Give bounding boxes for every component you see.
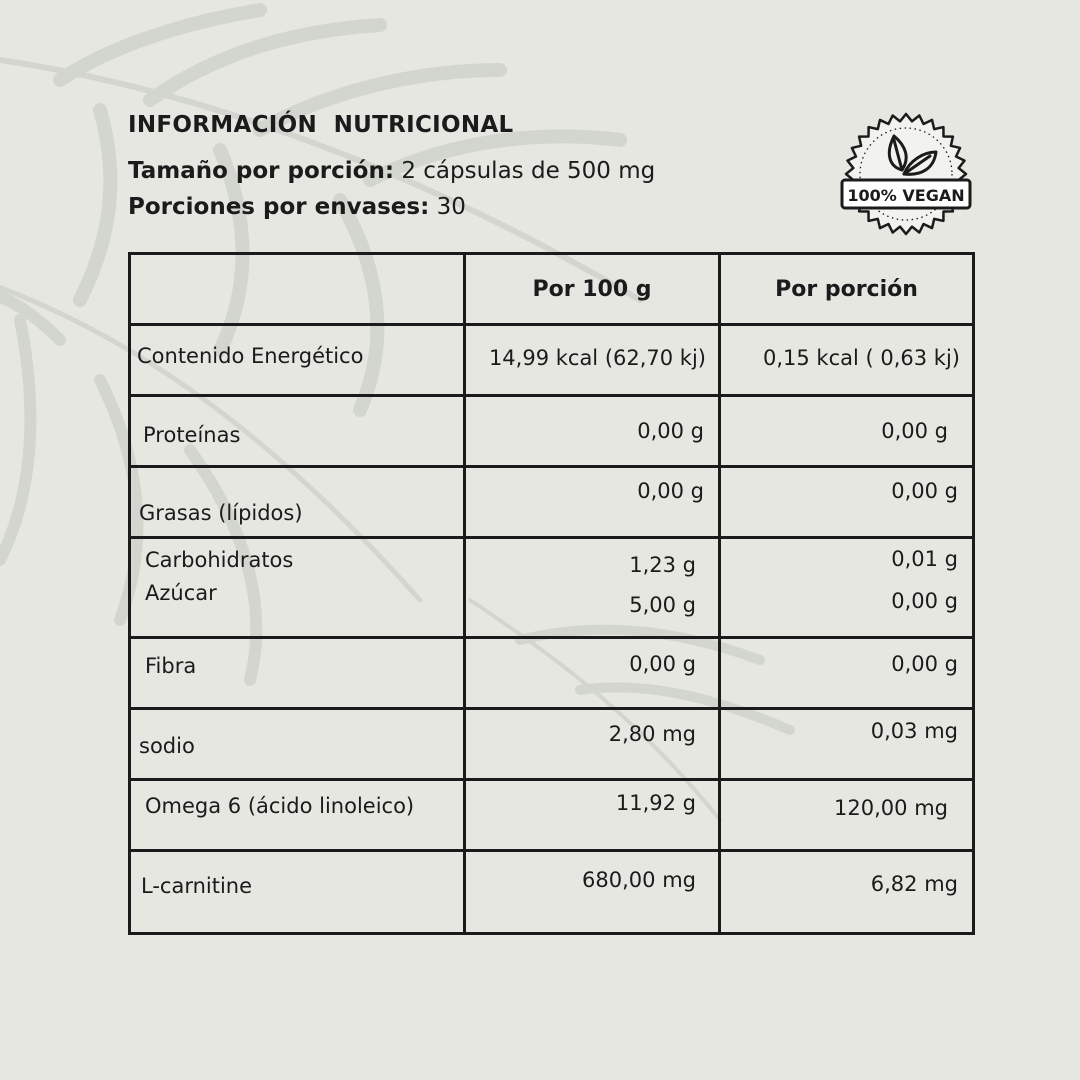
value-per-100g: 2,80 mg (608, 722, 696, 746)
vegan-badge (838, 112, 974, 236)
table-header-row (130, 254, 974, 325)
nutrient-name: Carbohidratos (145, 548, 294, 572)
page-title: INFORMACIÓN NUTRICIONAL (128, 112, 514, 138)
value-per-serving: 6,82 mg (870, 872, 958, 896)
nutrient-subname: Azúcar (145, 581, 217, 605)
servings-label: Porciones por envases: (128, 194, 430, 220)
nutrient-name: sodio (139, 734, 195, 758)
badge-text: 100% VEGAN (847, 186, 965, 205)
nutrition-table (128, 252, 975, 935)
table-row (130, 780, 974, 851)
value-per-serving: 0,00 g (891, 479, 958, 503)
value-per-serving: 0,00 g (881, 419, 948, 443)
table-row (130, 709, 974, 780)
value-per-100g: 14,99 kcal (62,70 kj) (488, 346, 706, 370)
value-per-100g: 0,00 g (637, 419, 704, 443)
nutrient-name: Grasas (lípidos) (139, 501, 303, 525)
servings-value: 30 (429, 194, 466, 220)
table-row (130, 467, 974, 538)
value-per-100g: 0,00 g (637, 479, 704, 503)
table-row (130, 851, 974, 934)
serving-size-value: 2 cápsulas de 500 mg (394, 158, 656, 184)
nutrient-name: L-carnitine (141, 874, 253, 898)
table-row (130, 396, 974, 467)
nutrient-name: Contenido Energético (137, 344, 364, 368)
value-per-serving: 0,15 kcal ( 0,63 kj) (762, 346, 960, 370)
table-row (130, 538, 974, 638)
serving-size-label: Tamaño por porción: (128, 158, 395, 184)
value-per-100g: 0,00 g (629, 652, 696, 676)
header-blank-cell (130, 254, 465, 325)
nutrient-name: Omega 6 (ácido linoleico) (145, 794, 415, 818)
value-per-100g-2: 5,00 g (629, 593, 696, 617)
value-per-serving: 120,00 mg (834, 796, 948, 820)
value-per-serving-2: 0,00 g (891, 589, 958, 613)
nutrient-name: Fibra (145, 654, 197, 678)
value-per-serving: 0,01 g (891, 547, 958, 571)
serving-size-line (128, 158, 655, 184)
value-per-serving: 0,00 g (891, 652, 958, 676)
header-per-serving: Por porción (720, 254, 974, 325)
table-row (130, 638, 974, 709)
value-per-100g: 11,92 g (615, 791, 696, 815)
value-per-serving: 0,03 mg (870, 719, 958, 743)
value-per-100g: 1,23 g (629, 553, 696, 577)
nutrient-name: Proteínas (143, 423, 241, 447)
value-per-100g: 680,00 mg (582, 868, 696, 892)
header-per-100g: Por 100 g (465, 254, 720, 325)
table-row (130, 325, 974, 396)
servings-per-container-line (128, 194, 466, 220)
